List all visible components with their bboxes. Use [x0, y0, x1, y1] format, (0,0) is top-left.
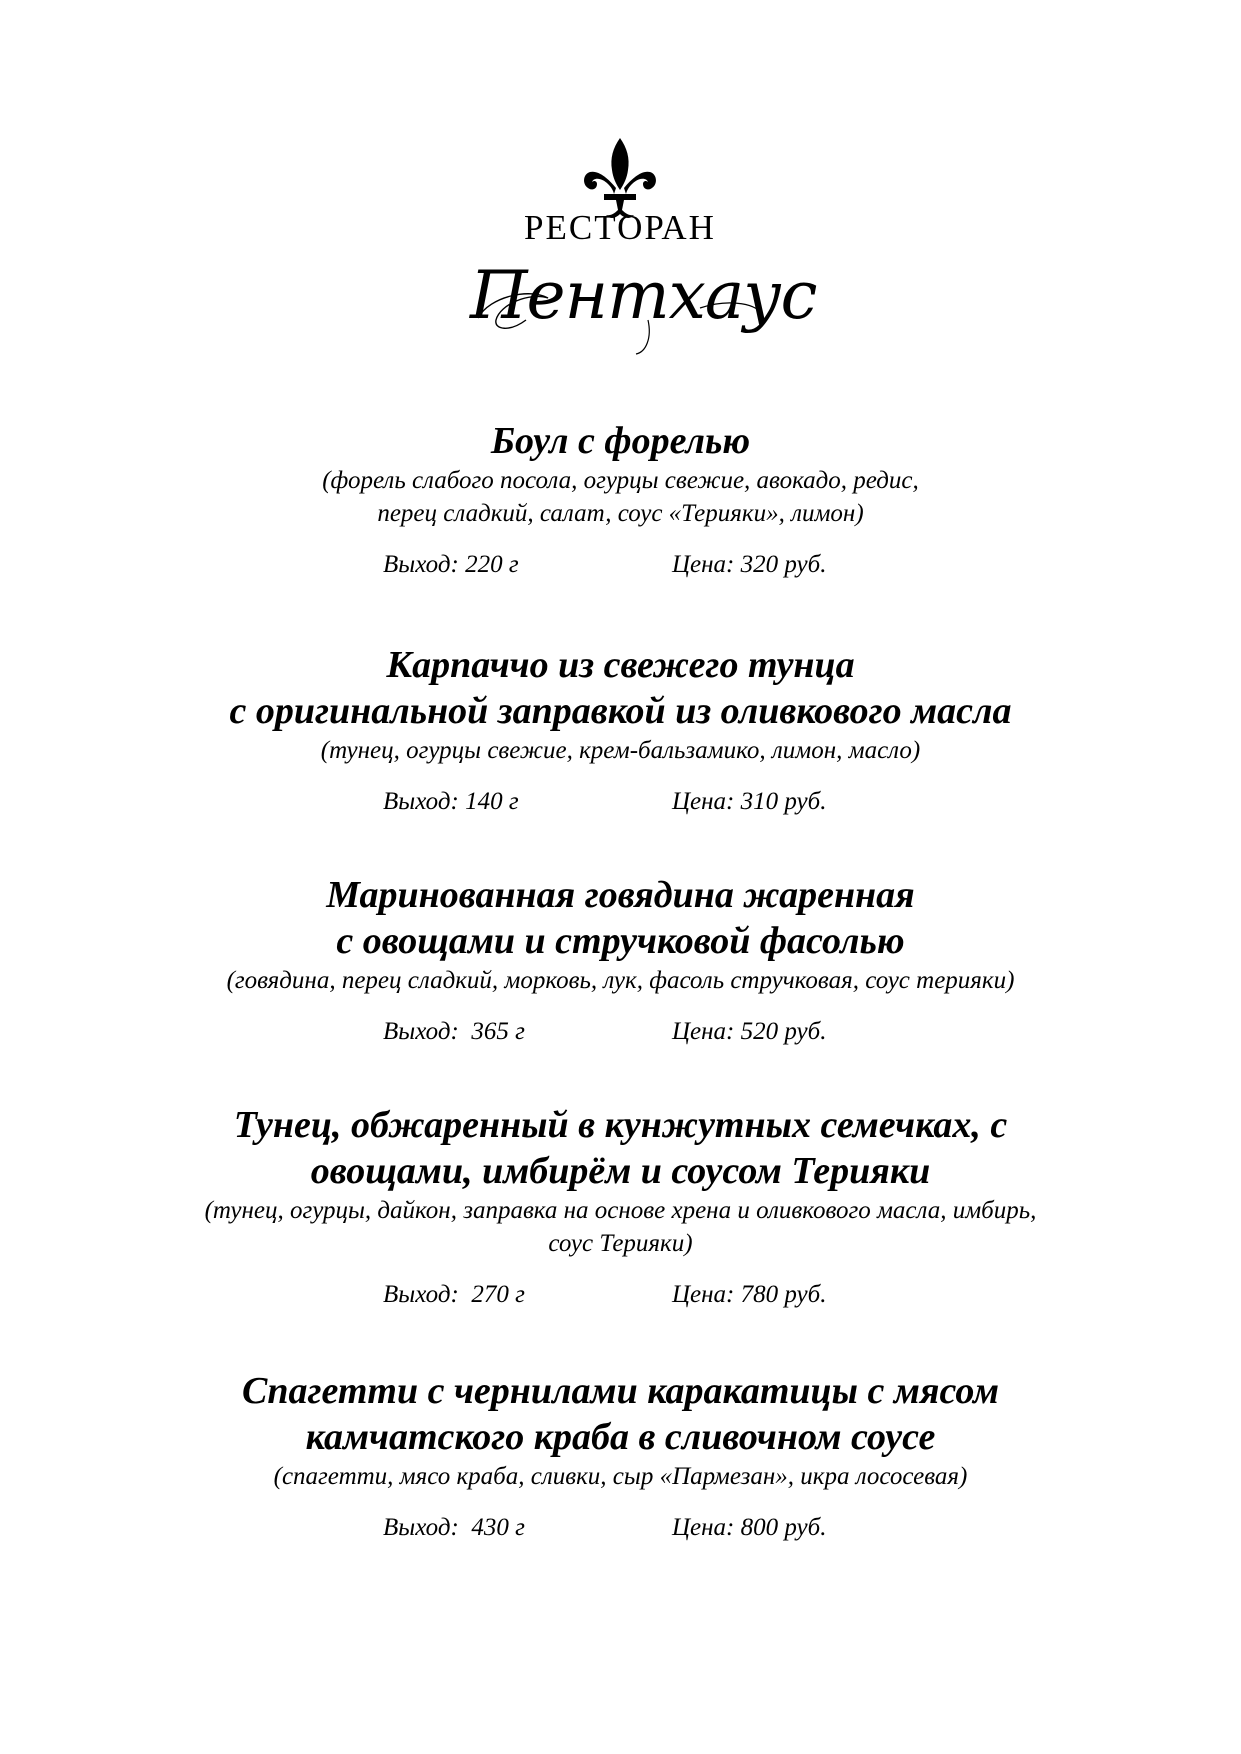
dish-price: Цена: 310 руб.	[672, 788, 827, 815]
dish-description-line: (форель слабого посола, огурцы свежие, авокадо, редис,	[322, 467, 919, 494]
menu-item	[0, 1368, 1241, 1545]
restaurant-name-script: Пентхаус	[470, 257, 817, 334]
dish-meta	[0, 1015, 1241, 1049]
dish-yield: Выход: 220 г	[383, 551, 519, 578]
dish-description-line: (спагетти, мясо краба, сливки, сыр «Пармезан», икра лососевая)	[273, 1463, 968, 1490]
dish-price: Цена: 780 руб.	[672, 1281, 827, 1308]
dish-title-line: камчатского краба в сливочном соусе	[305, 1416, 936, 1458]
dish-title-line: с оригинальной заправкой из оливкового масла	[229, 690, 1012, 732]
menu-item	[0, 1102, 1241, 1312]
dish-meta	[0, 1511, 1241, 1545]
menu-item	[0, 642, 1241, 819]
dish-description	[0, 1194, 1241, 1260]
dish-description	[0, 464, 1241, 530]
dish-description-line: (говядина, перец сладкий, морковь, лук, фасоль стручковая, соус терияки)	[226, 967, 1015, 994]
menu-item	[0, 418, 1241, 582]
dish-yield: Выход: 365 г	[383, 1018, 525, 1045]
dish-description-line: (тунец, огурцы, дайкон, заправка на основе хрена и оливкового масла, имбирь,	[204, 1197, 1037, 1224]
dish-price: Цена: 520 руб.	[672, 1018, 827, 1045]
dish-title	[0, 418, 1241, 464]
dish-title-line: Боул с форелью	[490, 420, 751, 462]
dish-yield: Выход: 270 г	[383, 1281, 525, 1308]
dish-meta	[0, 785, 1241, 819]
dish-title-line: Карпаччо из свежего тунца	[386, 644, 855, 686]
dish-price: Цена: 800 руб.	[672, 1514, 827, 1541]
dish-price: Цена: 320 руб.	[672, 551, 827, 578]
dish-title	[0, 872, 1241, 964]
restaurant-logo	[470, 118, 817, 366]
dish-description	[0, 734, 1241, 767]
dish-title	[0, 642, 1241, 734]
menu-item	[0, 872, 1241, 1049]
dish-yield: Выход: 430 г	[383, 1514, 525, 1541]
dish-description-line: (тунец, огурцы свежие, крем-бальзамико, лимон, масло)	[320, 737, 921, 764]
dish-title-line: Маринованная говядина жаренная	[326, 874, 915, 916]
dish-meta	[0, 1278, 1241, 1312]
dish-title-line: Спагетти с чернилами каракатицы с мясом	[242, 1370, 999, 1412]
dish-description	[0, 1460, 1241, 1493]
dish-title-line: с овощами и стручковой фасолью	[336, 920, 905, 962]
dish-title-line: овощами, имбирём и соусом Терияки	[310, 1150, 931, 1192]
restaurant-label: РЕСТОРАН	[524, 208, 716, 247]
dish-meta	[0, 548, 1241, 582]
dish-title-line: Тунец, обжаренный в кунжутных семечках, с	[233, 1104, 1008, 1146]
dish-title	[0, 1102, 1241, 1194]
dish-title	[0, 1368, 1241, 1460]
dish-description-line: перец сладкий, салат, соус «Терияки», лимон)	[377, 500, 864, 527]
dish-description-line: соус Терияки)	[548, 1230, 693, 1257]
dish-yield: Выход: 140 г	[383, 788, 519, 815]
dish-description	[0, 964, 1241, 997]
